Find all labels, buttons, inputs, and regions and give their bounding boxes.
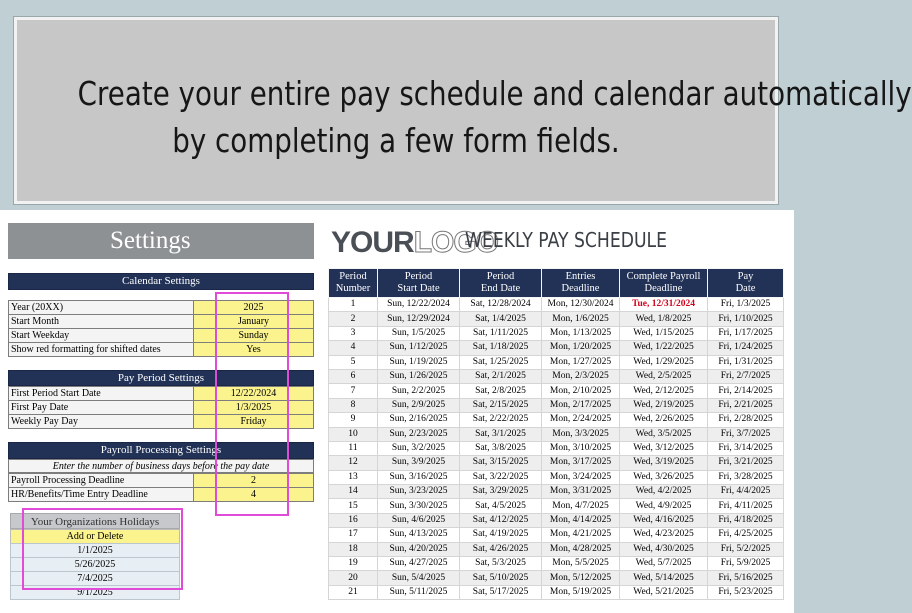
logo-text-your: YOUR: [331, 226, 414, 259]
start-date-cell[interactable]: Sun, 3/9/2025: [378, 456, 460, 470]
period-number-cell[interactable]: 21: [329, 585, 378, 599]
entries-deadline-cell[interactable]: Mon, 5/19/2025: [542, 585, 620, 599]
payroll-deadline-cell[interactable]: Wed, 4/30/2025: [620, 542, 708, 556]
end-date-cell[interactable]: Sat, 2/1/2025: [460, 369, 542, 383]
end-date-cell[interactable]: Sat, 2/8/2025: [460, 384, 542, 398]
first-period-start-input[interactable]: 12/22/2024: [193, 386, 314, 401]
header-line: Start Date: [397, 283, 440, 294]
period-number-cell[interactable]: 15: [329, 499, 378, 513]
start-date-cell[interactable]: Sun, 5/4/2025: [378, 571, 460, 585]
payroll-deadline-cell[interactable]: Wed, 1/8/2025: [620, 312, 708, 326]
start-date-cell[interactable]: Sun, 12/29/2024: [378, 312, 460, 326]
banner-line-1: Create your entire pay schedule and calendar automatically: [77, 74, 912, 113]
entries-deadline-cell[interactable]: Mon, 1/13/2025: [542, 326, 620, 340]
entries-deadline-cell[interactable]: Mon, 2/10/2025: [542, 384, 620, 398]
pay-date-cell[interactable]: Fri, 4/18/2025: [708, 513, 784, 527]
payroll-deadline-cell[interactable]: Wed, 2/26/2025: [620, 413, 708, 427]
period-number-cell[interactable]: 17: [329, 528, 378, 542]
banner-text: [77, 70, 912, 164]
end-date-cell[interactable]: Sat, 5/3/2025: [460, 557, 542, 571]
field-label: HR/Benefits/Time Entry Deadline: [8, 487, 193, 502]
pay-date-cell[interactable]: Fri, 3/28/2025: [708, 470, 784, 484]
start-date-cell[interactable]: Sun, 1/19/2025: [378, 355, 460, 369]
end-date-cell[interactable]: Sat, 4/12/2025: [460, 513, 542, 527]
table-row: [329, 341, 784, 355]
red-formatting-input[interactable]: Yes: [193, 342, 314, 357]
entries-deadline-cell[interactable]: Mon, 3/3/2025: [542, 427, 620, 441]
entries-deadline-cell[interactable]: Mon, 1/27/2025: [542, 355, 620, 369]
start-date-cell[interactable]: Sun, 3/2/2025: [378, 441, 460, 455]
entries-deadline-cell[interactable]: Mon, 4/7/2025: [542, 499, 620, 513]
end-date-cell[interactable]: Sat, 3/22/2025: [460, 470, 542, 484]
end-date-cell[interactable]: Sat, 3/1/2025: [460, 427, 542, 441]
add-or-delete-holiday[interactable]: Add or Delete: [10, 529, 180, 544]
first-pay-date-input[interactable]: 1/3/2025: [193, 400, 314, 415]
payroll-deadline-cell[interactable]: Wed, 4/2/2025: [620, 485, 708, 499]
col-header-period-number: [329, 269, 378, 298]
payroll-deadline-cell[interactable]: Wed, 2/19/2025: [620, 398, 708, 412]
col-header-pay-date: [708, 269, 784, 298]
end-date-cell[interactable]: Sat, 4/19/2025: [460, 528, 542, 542]
holidays-highlight-box: [22, 508, 183, 590]
period-number-cell[interactable]: 7: [329, 384, 378, 398]
payroll-deadline-cell[interactable]: Tue, 12/31/2024: [620, 298, 708, 312]
period-number-cell[interactable]: 6: [329, 369, 378, 383]
header-line: Complete Payroll: [626, 271, 701, 282]
promo-banner: [14, 17, 912, 204]
header-line: Entries: [565, 271, 596, 282]
banner-line-2: by completing a few form fields.: [172, 121, 620, 160]
period-number-cell[interactable]: 4: [329, 341, 378, 355]
pay-date-cell[interactable]: Fri, 4/4/2025: [708, 485, 784, 499]
table-row: [329, 485, 784, 499]
table-row: [329, 470, 784, 484]
pay-date-cell[interactable]: Fri, 3/14/2025: [708, 441, 784, 455]
payroll-deadline-cell[interactable]: Wed, 1/15/2025: [620, 326, 708, 340]
table-row: [329, 384, 784, 398]
entries-deadline-cell[interactable]: Mon, 3/31/2025: [542, 485, 620, 499]
payroll-deadline-cell[interactable]: Wed, 5/21/2025: [620, 585, 708, 599]
header-line: End Date: [480, 283, 521, 294]
header-line: Period: [404, 271, 433, 282]
table-row: [329, 441, 784, 455]
entries-deadline-cell[interactable]: Mon, 4/14/2025: [542, 513, 620, 527]
pay-date-cell[interactable]: Fri, 1/17/2025: [708, 326, 784, 340]
start-date-cell[interactable]: Sun, 3/16/2025: [378, 470, 460, 484]
field-label: Year (20XX): [8, 300, 193, 315]
pay-date-cell[interactable]: Fri, 4/11/2025: [708, 499, 784, 513]
end-date-cell[interactable]: Sat, 3/15/2025: [460, 456, 542, 470]
start-date-cell[interactable]: Sun, 2/23/2025: [378, 427, 460, 441]
table-row: [329, 528, 784, 542]
start-weekday-input[interactable]: Sunday: [193, 328, 314, 343]
payroll-deadline-cell[interactable]: Wed, 4/16/2025: [620, 513, 708, 527]
period-number-cell[interactable]: 18: [329, 542, 378, 556]
period-number-cell[interactable]: 3: [329, 326, 378, 340]
header-line: Deadline: [644, 283, 683, 294]
start-date-cell[interactable]: Sun, 2/2/2025: [378, 384, 460, 398]
pay-date-cell[interactable]: Fri, 5/2/2025: [708, 542, 784, 556]
start-date-cell[interactable]: Sun, 1/5/2025: [378, 326, 460, 340]
start-date-cell[interactable]: Sun, 1/12/2025: [378, 341, 460, 355]
payroll-deadline-cell[interactable]: Wed, 1/29/2025: [620, 355, 708, 369]
field-label: Start Month: [8, 314, 193, 329]
header-line: Period: [486, 271, 515, 282]
hr-deadline-input[interactable]: 4: [193, 487, 314, 502]
end-date-cell[interactable]: Sat, 4/26/2025: [460, 542, 542, 556]
pay-date-cell[interactable]: Fri, 3/21/2025: [708, 456, 784, 470]
end-date-cell[interactable]: Sat, 1/18/2025: [460, 341, 542, 355]
start-date-cell[interactable]: Sun, 4/27/2025: [378, 557, 460, 571]
table-row: [329, 427, 784, 441]
weekly-pay-day-input[interactable]: Friday: [193, 414, 314, 429]
period-number-cell[interactable]: 5: [329, 355, 378, 369]
table-row: [329, 456, 784, 470]
end-date-cell[interactable]: Sat, 3/8/2025: [460, 441, 542, 455]
field-label: Payroll Processing Deadline: [8, 473, 193, 488]
spreadsheet: [0, 210, 794, 613]
entries-deadline-cell[interactable]: Mon, 2/3/2025: [542, 369, 620, 383]
start-date-cell[interactable]: Sun, 3/30/2025: [378, 499, 460, 513]
period-number-cell[interactable]: 19: [329, 557, 378, 571]
table-row: [329, 326, 784, 340]
payroll-deadline-cell[interactable]: Wed, 3/12/2025: [620, 441, 708, 455]
table-row: [329, 398, 784, 412]
holiday-item[interactable]: 7/4/2025: [10, 571, 180, 586]
end-date-cell[interactable]: Sat, 4/5/2025: [460, 499, 542, 513]
header-line: Pay: [737, 271, 754, 282]
table-row: [329, 413, 784, 427]
col-header-end-date: [460, 269, 542, 298]
start-date-cell[interactable]: Sun, 12/22/2024: [378, 298, 460, 312]
start-date-cell[interactable]: Sun, 4/20/2025: [378, 542, 460, 556]
pay-date-cell[interactable]: Fri, 1/3/2025: [708, 298, 784, 312]
pay-date-cell[interactable]: Fri, 2/28/2025: [708, 413, 784, 427]
calendar-settings-heading: Calendar Settings: [8, 273, 314, 290]
table-row: [329, 499, 784, 513]
end-date-cell[interactable]: Sat, 5/17/2025: [460, 585, 542, 599]
entries-deadline-cell[interactable]: Mon, 4/28/2025: [542, 542, 620, 556]
period-number-cell[interactable]: 8: [329, 398, 378, 412]
period-number-cell[interactable]: 10: [329, 427, 378, 441]
table-row: [329, 369, 784, 383]
payroll-note: Enter the number of business days before the pay date: [8, 459, 314, 473]
input-highlight-box: [215, 292, 289, 516]
payroll-deadline-input[interactable]: 2: [193, 473, 314, 488]
start-date-cell[interactable]: Sun, 1/26/2025: [378, 369, 460, 383]
table-row: [329, 513, 784, 527]
table-row: [329, 298, 784, 312]
header-line: Date: [735, 283, 756, 294]
period-number-cell[interactable]: 13: [329, 470, 378, 484]
payroll-deadline-cell[interactable]: Wed, 2/12/2025: [620, 384, 708, 398]
holidays-heading: Your Organizations Holidays: [10, 513, 180, 529]
payroll-deadline-cell[interactable]: Wed, 3/5/2025: [620, 427, 708, 441]
pay-date-cell[interactable]: Fri, 2/7/2025: [708, 369, 784, 383]
col-header-entries-deadline: [542, 269, 620, 298]
pay-date-cell[interactable]: Fri, 5/9/2025: [708, 557, 784, 571]
entries-deadline-cell[interactable]: Mon, 1/20/2025: [542, 341, 620, 355]
header-line: Deadline: [561, 283, 600, 294]
period-number-cell[interactable]: 12: [329, 456, 378, 470]
period-number-cell[interactable]: 1: [329, 298, 378, 312]
entries-deadline-cell[interactable]: Mon, 12/30/2024: [542, 298, 620, 312]
settings-title: Settings: [8, 223, 314, 259]
payroll-deadline-cell[interactable]: Wed, 5/14/2025: [620, 571, 708, 585]
period-number-cell[interactable]: 20: [329, 571, 378, 585]
pay-date-cell[interactable]: Fri, 1/10/2025: [708, 312, 784, 326]
entries-deadline-cell[interactable]: Mon, 3/17/2025: [542, 456, 620, 470]
pay-date-cell[interactable]: Fri, 1/24/2025: [708, 341, 784, 355]
period-number-cell[interactable]: 11: [329, 441, 378, 455]
period-number-cell[interactable]: 2: [329, 312, 378, 326]
payroll-deadline-cell[interactable]: Wed, 3/26/2025: [620, 470, 708, 484]
field-label: Start Weekday: [8, 328, 193, 343]
pay-date-cell[interactable]: Fri, 5/23/2025: [708, 585, 784, 599]
entries-deadline-cell[interactable]: Mon, 3/24/2025: [542, 470, 620, 484]
pay-date-cell[interactable]: Fri, 1/31/2025: [708, 355, 784, 369]
entries-deadline-cell[interactable]: Mon, 1/6/2025: [542, 312, 620, 326]
start-date-cell[interactable]: Sun, 4/13/2025: [378, 528, 460, 542]
table-row: [329, 585, 784, 599]
entries-deadline-cell[interactable]: Mon, 2/24/2025: [542, 413, 620, 427]
schedule-title: WEEKLY PAY SCHEDULE: [465, 228, 667, 252]
table-row: [329, 571, 784, 585]
period-number-cell[interactable]: 14: [329, 485, 378, 499]
payroll-deadline-cell[interactable]: Wed, 1/22/2025: [620, 341, 708, 355]
payroll-deadline-cell[interactable]: Wed, 5/7/2025: [620, 557, 708, 571]
table-row: [329, 355, 784, 369]
pay-schedule-table: [328, 268, 784, 600]
field-label: First Period Start Date: [8, 386, 193, 401]
holiday-item[interactable]: 9/1/2025: [10, 585, 180, 600]
table-row: [329, 557, 784, 571]
payroll-processing-heading: Payroll Processing Settings: [8, 442, 314, 459]
table-row: [329, 542, 784, 556]
field-label: Weekly Pay Day: [8, 414, 193, 429]
end-date-cell[interactable]: Sat, 1/11/2025: [460, 326, 542, 340]
holiday-item[interactable]: 5/26/2025: [10, 557, 180, 572]
table-row: [329, 312, 784, 326]
schedule-body: [329, 298, 784, 600]
period-number-cell[interactable]: 16: [329, 513, 378, 527]
start-date-cell[interactable]: Sun, 2/9/2025: [378, 398, 460, 412]
entries-deadline-cell[interactable]: Mon, 4/21/2025: [542, 528, 620, 542]
pay-period-settings-heading: Pay Period Settings: [8, 370, 314, 386]
start-date-cell[interactable]: Sun, 3/23/2025: [378, 485, 460, 499]
payroll-deadline-cell[interactable]: Wed, 3/19/2025: [620, 456, 708, 470]
start-month-input[interactable]: January: [193, 314, 314, 329]
header-line: Period: [339, 271, 367, 282]
pay-date-cell[interactable]: Fri, 4/25/2025: [708, 528, 784, 542]
pay-date-cell[interactable]: Fri, 2/14/2025: [708, 384, 784, 398]
end-date-cell[interactable]: Sat, 2/22/2025: [460, 413, 542, 427]
payroll-deadline-cell[interactable]: Wed, 2/5/2025: [620, 369, 708, 383]
period-number-cell[interactable]: 9: [329, 413, 378, 427]
entries-deadline-cell[interactable]: Mon, 5/12/2025: [542, 571, 620, 585]
field-label: Show red formatting for shifted dates: [8, 342, 193, 357]
end-date-cell[interactable]: Sat, 3/29/2025: [460, 485, 542, 499]
entries-deadline-cell[interactable]: Mon, 5/5/2025: [542, 557, 620, 571]
pay-date-cell[interactable]: Fri, 3/7/2025: [708, 427, 784, 441]
start-date-cell[interactable]: Sun, 4/6/2025: [378, 513, 460, 527]
col-header-payroll-deadline: [620, 269, 708, 298]
end-date-cell[interactable]: Sat, 2/15/2025: [460, 398, 542, 412]
logo-text-logo: LOGO: [413, 226, 499, 259]
end-date-cell[interactable]: Sat, 1/4/2025: [460, 312, 542, 326]
pay-date-cell[interactable]: Fri, 5/16/2025: [708, 571, 784, 585]
start-date-cell[interactable]: Sun, 2/16/2025: [378, 413, 460, 427]
payroll-deadline-cell[interactable]: Wed, 4/9/2025: [620, 499, 708, 513]
field-label: First Pay Date: [8, 400, 193, 415]
entries-deadline-cell[interactable]: Mon, 2/17/2025: [542, 398, 620, 412]
end-date-cell[interactable]: Sat, 12/28/2024: [460, 298, 542, 312]
payroll-deadline-cell[interactable]: Wed, 4/23/2025: [620, 528, 708, 542]
pay-date-cell[interactable]: Fri, 2/21/2025: [708, 398, 784, 412]
header-line: Number: [335, 283, 371, 294]
col-header-start-date: [378, 269, 460, 298]
start-date-cell[interactable]: Sun, 5/11/2025: [378, 585, 460, 599]
end-date-cell[interactable]: Sat, 1/25/2025: [460, 355, 542, 369]
year-input[interactable]: 2025: [193, 300, 314, 315]
holiday-item[interactable]: 1/1/2025: [10, 543, 180, 558]
entries-deadline-cell[interactable]: Mon, 3/10/2025: [542, 441, 620, 455]
end-date-cell[interactable]: Sat, 5/10/2025: [460, 571, 542, 585]
table-header-row: [329, 269, 784, 298]
